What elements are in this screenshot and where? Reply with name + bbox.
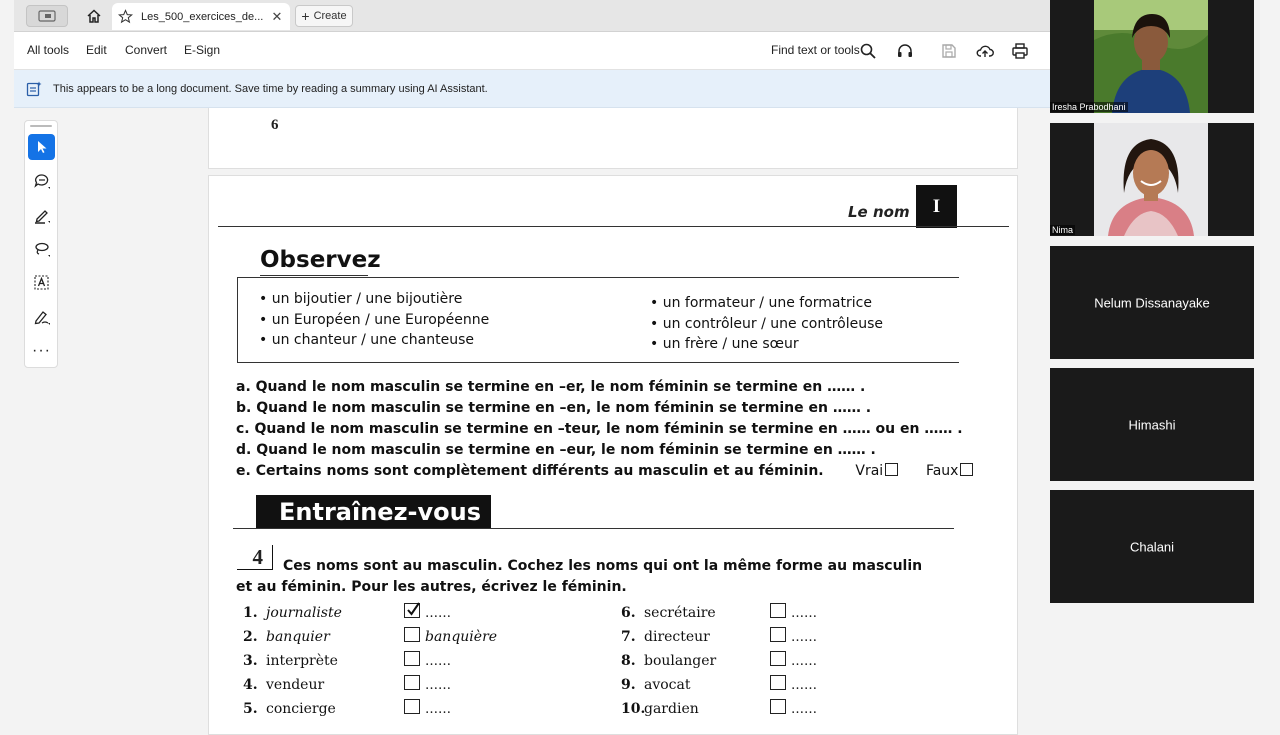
browser-tab-strip (14, 0, 1050, 32)
item-number: 6. (621, 605, 636, 621)
acrobat-toolbar (14, 32, 1050, 70)
more-icon: ··· (32, 342, 51, 359)
item-number: 7. (621, 629, 636, 645)
training-rule (233, 528, 954, 529)
find-tools-button[interactable]: Find text or tools (771, 43, 860, 57)
read-aloud-icon[interactable] (896, 42, 914, 60)
rules-list (236, 377, 973, 482)
home-button[interactable] (82, 5, 106, 27)
pdf-page-previous (208, 108, 1018, 169)
more-tools-button[interactable] (28, 338, 55, 364)
item-number: 5. (243, 701, 258, 717)
item-checkbox[interactable] (404, 699, 420, 714)
item-number: 1. (243, 605, 258, 621)
item-checkbox[interactable] (404, 603, 420, 618)
chapter-title: Le nom (848, 203, 910, 221)
lasso-icon (33, 240, 51, 258)
ai-assistant-banner (14, 70, 1050, 108)
ai-summary-icon (26, 81, 42, 97)
rule-e-text: e. Certains noms sont complètement différents au masculin et au féminin. (236, 463, 824, 479)
cursor-icon (35, 140, 49, 154)
item-answer[interactable]: …… (791, 678, 817, 693)
rule-item: d. Quand le nom masculin se termine en –eur, le nom féminin se termine en …… . (236, 442, 876, 458)
rule-item: b. Quand le nom masculin se termine en –en, le nom féminin se termine en …… . (236, 400, 872, 416)
observe-example: • un bijoutier / une bijoutière (259, 291, 463, 307)
training-title: Entraînez-vous (256, 495, 491, 528)
header-rule (218, 226, 1009, 227)
observe-example: • un Européen / une Européenne (259, 311, 490, 328)
menu-all-tools[interactable]: All tools (27, 43, 70, 57)
item-answer[interactable]: …… (791, 630, 817, 645)
item-word: vendeur (266, 677, 325, 693)
item-checkbox[interactable] (404, 627, 420, 642)
item-answer[interactable]: …… (791, 702, 817, 717)
item-answer: banquière (425, 629, 498, 645)
close-icon[interactable]: ✕ (271, 8, 283, 24)
item-checkbox[interactable] (770, 603, 786, 618)
vrai-checkbox[interactable] (885, 463, 898, 476)
item-number: 8. (621, 653, 636, 669)
item-word: concierge (266, 701, 336, 717)
participant-name: Himashi (1128, 417, 1176, 432)
item-checkbox[interactable] (404, 651, 420, 666)
menu-edit[interactable]: Edit (86, 43, 107, 57)
participant-tile[interactable] (1050, 368, 1254, 481)
checkmark-icon (405, 602, 421, 617)
pen-icon (33, 206, 51, 224)
plus-icon: + (301, 8, 310, 24)
item-answer[interactable]: …… (425, 678, 451, 693)
item-word: secrétaire (644, 605, 716, 621)
document-tab[interactable] (112, 3, 290, 30)
participant-video (1094, 0, 1208, 113)
quick-tools-rail (24, 120, 58, 368)
create-label: Create (313, 10, 347, 22)
home-icon (86, 8, 102, 24)
item-answer[interactable]: …… (791, 654, 817, 669)
sign-tool-button[interactable] (28, 304, 55, 330)
rail-grip[interactable] (30, 125, 52, 127)
draw-tool-button[interactable] (28, 236, 55, 262)
rule-item-e (236, 461, 973, 482)
observe-title: Observez (260, 247, 381, 273)
observe-examples-left (259, 289, 489, 351)
item-checkbox[interactable] (770, 651, 786, 666)
item-number: 3. (243, 653, 258, 669)
observe-title-underline (260, 275, 368, 276)
observe-example: • un chanteur / une chanteuse (259, 332, 474, 348)
highlight-tool-button[interactable] (28, 202, 55, 228)
print-icon[interactable] (1011, 42, 1029, 60)
pdf-page (208, 175, 1018, 735)
select-tool-button[interactable] (28, 134, 55, 160)
item-word: banquier (266, 629, 330, 645)
item-answer[interactable]: …… (425, 702, 451, 717)
participant-tile[interactable] (1050, 246, 1254, 359)
observe-example: • un contrôleur / une contrôleuse (650, 315, 884, 332)
upload-cloud-icon[interactable] (976, 42, 994, 60)
menu-esign[interactable]: E-Sign (184, 43, 221, 57)
faux-label: Faux (925, 463, 959, 479)
rule-item: a. Quand le nom masculin se termine en –er, le nom féminin se termine en …… . (236, 379, 866, 395)
comment-icon (33, 172, 51, 190)
participant-name: Iresha Prabodhani (1052, 102, 1126, 112)
participant-name: Nelum Dissanayake (1094, 295, 1210, 310)
create-button[interactable] (295, 5, 353, 27)
item-answer[interactable]: …… (791, 606, 817, 621)
banner-text: This appears to be a long document. Save time by reading a summary using AI Assistant. (53, 83, 488, 95)
participant-tile[interactable] (1050, 490, 1254, 603)
star-icon[interactable] (118, 9, 134, 24)
page-number: 6 (271, 117, 279, 133)
item-checkbox[interactable] (770, 627, 786, 642)
window-switch-button[interactable] (26, 5, 68, 27)
text-box-icon (33, 274, 51, 292)
item-answer[interactable]: …… (425, 606, 451, 621)
item-number: 2. (243, 629, 258, 645)
item-word: gardien (644, 701, 699, 717)
search-icon[interactable] (859, 42, 877, 60)
rule-item: c. Quand le nom masculin se termine en –teur, le nom féminin se termine en …… ou en …… . (236, 421, 963, 437)
item-number: 10. (621, 701, 646, 717)
item-word: interprète (266, 653, 338, 669)
item-word: avocat (644, 677, 691, 693)
comment-tool-button[interactable] (28, 168, 55, 194)
item-checkbox[interactable] (770, 675, 786, 690)
participant-name: Nima (1052, 225, 1074, 235)
observe-examples-right (650, 293, 883, 355)
item-word: boulanger (644, 653, 717, 669)
exercise-instruction: Ces noms sont au masculin. Cochez les noms qui ont la même forme au masculin et au féminin. Pour les autres, écrivez le féminin. (236, 558, 923, 595)
participant-name: Chalani (1129, 539, 1175, 554)
item-number: 9. (621, 677, 636, 693)
text-tool-button[interactable] (28, 270, 55, 296)
windows-icon (38, 10, 56, 22)
item-checkbox[interactable] (770, 699, 786, 714)
video-call-panel (1050, 0, 1280, 720)
observe-example: • un formateur / une formatrice (650, 295, 872, 311)
chapter-badge: I (916, 185, 957, 228)
fill-sign-icon (33, 308, 51, 326)
participant-video (1094, 123, 1208, 236)
item-answer[interactable]: …… (425, 654, 451, 669)
item-checkbox[interactable] (404, 675, 420, 690)
item-word: directeur (644, 629, 710, 645)
participant-tile[interactable] (1050, 123, 1254, 236)
tab-title: Les_500_exercices_de... (141, 10, 264, 23)
save-icon[interactable] (940, 42, 958, 60)
faux-checkbox[interactable] (960, 463, 973, 476)
item-word: journaliste (266, 605, 342, 621)
menu-convert[interactable]: Convert (125, 43, 168, 57)
vrai-label: Vrai (855, 463, 884, 479)
exercise-number: 4 (237, 545, 273, 570)
participant-tile[interactable] (1050, 0, 1254, 113)
observe-example: • un frère / une sœur (650, 336, 799, 352)
item-number: 4. (243, 677, 258, 693)
